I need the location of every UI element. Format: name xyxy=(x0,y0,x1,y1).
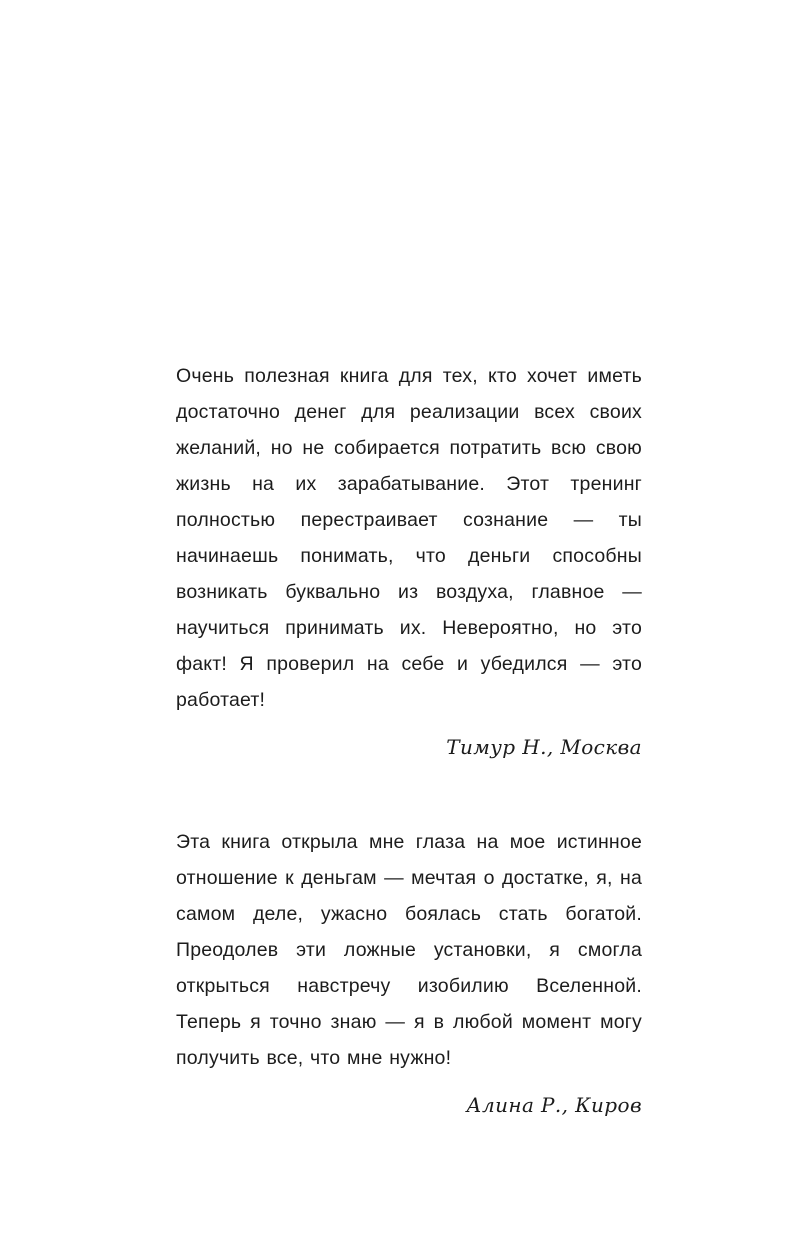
testimonial-2 xyxy=(176,824,642,1120)
testimonial-1-text: Очень полезная книга для тех, кто хочет иметь достаточно денег для реализации всех своих желаний, но не собирается потратить всю свою жизнь на их зарабатывание. Этот тренинг полностью перестраивает сознание — ты начинаешь понимать, что деньги способны возникать буквально из воздуха, главное — научиться принимать их. Невероятно, но это факт! Я проверил на себе и убедился — это работает! xyxy=(176,365,642,711)
testimonial-2-text: Эта книга открыла мне глаза на мое истинное отношение к деньгам — мечтая о достатке, я, на самом деле, ужасно боялась стать богатой. Преодолев эти ложные установки, я смогла открыться навстречу изобилию Вселенной. Теперь я точно знаю — я в любой момент могу получить все, что мне нужно! xyxy=(176,831,642,1069)
testimonial-2-author: Алина Р., Киров xyxy=(466,1093,642,1117)
testimonial-1 xyxy=(176,358,642,762)
testimonials-block xyxy=(176,358,642,1120)
testimonial-1-author: Тимур Н., Москва xyxy=(446,735,642,759)
